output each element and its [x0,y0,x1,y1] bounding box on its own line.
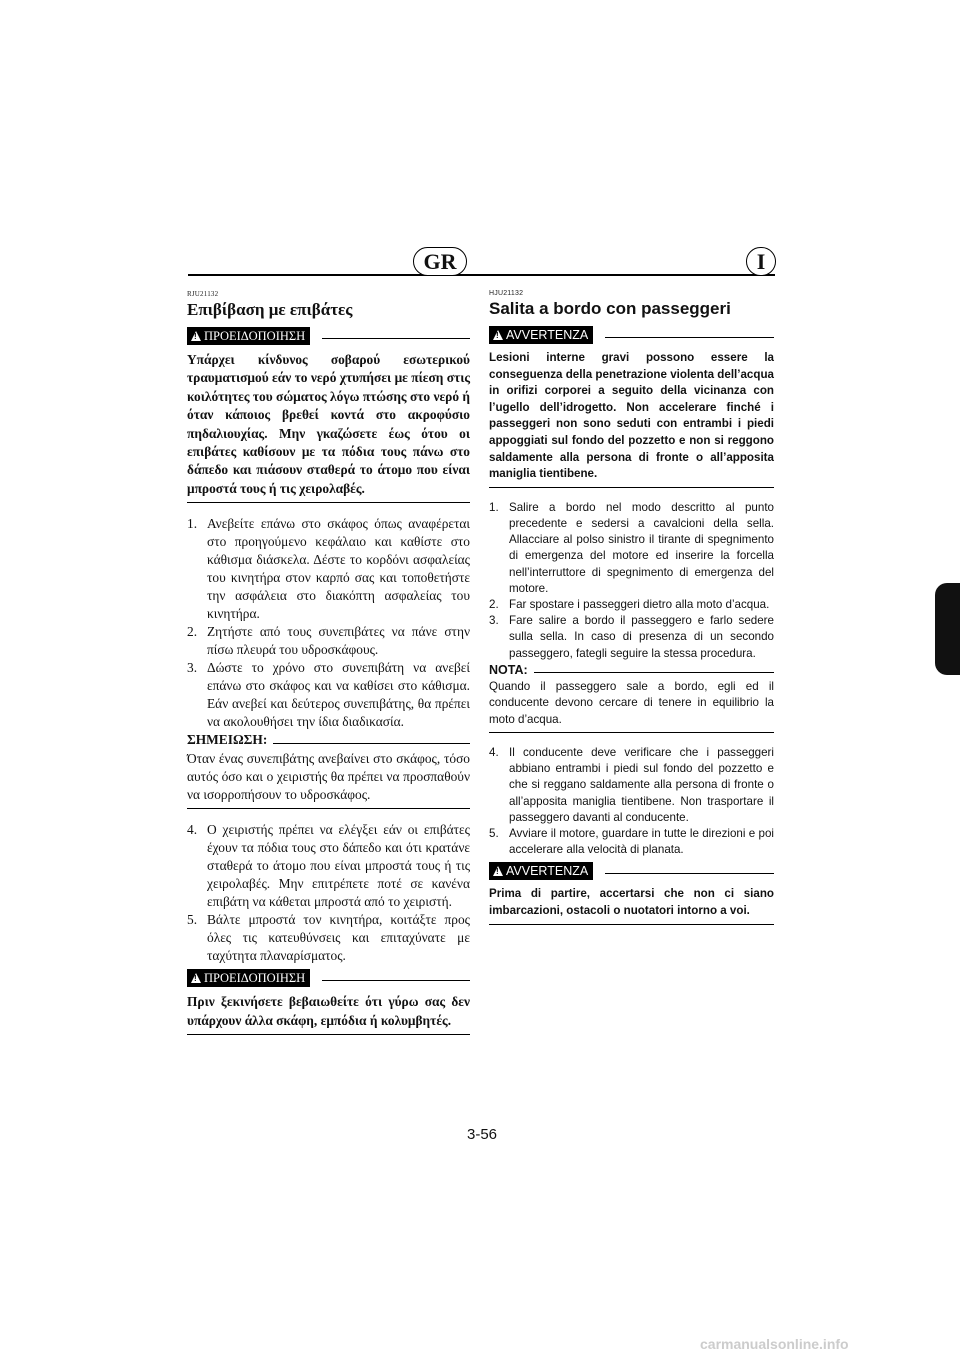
header-rule [188,274,775,276]
warning-text: Prima di partire, accertarsi che non ci siano imbarcazioni, ostacoli o nuotatori intorno a voi. [489,886,774,924]
watermark: carmanualsonline.info [700,1336,849,1352]
warning-header [187,969,470,987]
column-italian [489,290,774,925]
note-rule [534,672,774,673]
warning-rule [605,873,774,874]
warning-header [489,862,774,880]
note-rule [273,743,470,744]
warning-rule [605,337,774,338]
warning-text: Πριν ξεκινήσετε βεβαιωθείτε ότι γύρω σας δεν υπάρχουν άλλα σκάφη, εμπόδια ή κολυμβητές. [187,993,470,1035]
warning-icon [493,866,503,876]
language-badge-gr: GR [413,247,467,276]
warning-rule [322,338,470,339]
note-label: ΣΗΜΕΙΩΣΗ: [187,732,268,748]
note-text: Quando il passeggero sale a bordo, egli ed il conducente devono cercare di tenere in equilibrio la moto d’acqua. [489,679,774,733]
section-title: Salita a bordo con passeggeri [489,299,731,318]
steps-list [489,745,774,858]
warning-icon [493,330,503,340]
list-item: 1. Salire a bordo nel modo descritto al punto precedente e sedersi a cavalcioni della sella. Allacciare al polso sinistro il tirante di spegnimento di emergenza del motore ed inserire la forcella nell’interruttore di spegnimento di emergenza del motore. [489,500,774,595]
warning-badge [187,969,310,987]
page-number: 3-56 [466,1126,498,1143]
warning-header [187,327,470,345]
section-code: RJU21132 [187,290,219,298]
list-item: 2. Far spostare i passeggeri dietro alla moto d’acqua. [489,597,770,611]
warning-badge [187,327,310,345]
list-item: 4. Ο χειριστής πρέπει να ελέγξει εάν οι επιβάτες έχουν τα πόδια τους στο δάπεδο και ότι κρατάνε σταθερά το άτομο που είναι μπροστά τους ή τις χειρολαβές. Μην επιτρέπετε ποτέ σε κανένα επιβάτη να κάθεται μπροστά από το χειριστή. [187,822,470,910]
list-item: 3. Δώστε το χρόνο στο συνεπιβάτη να ανεβεί επάνω στο σκάφος και να καθίσει στο κάθισμα. Εάν ανεβεί και δεύτερος συνεπιβάτης, θα πρέπει να ακολουθήσει την ίδια διαδικασία. [187,660,470,730]
warning-label: ΠΡΟΕΙΔΟΠΟΙΗΣΗ [204,328,306,343]
warning-text: Υπάρχει κίνδυνος σοβαρού εσωτερικού τραυματισμού εάν το νερό χτυπήσει με πίεση στις κοιλότητες του σώματος λόγω πτώσης στο νερό ή όταν κάποιος βρεθεί κοντά στο ακροφύσιο πηδαλιουχίας. Μην γκαζώσετε έως ότου οι επιβάτες καθίσουν με τα πόδια τους πάνω στο δάπεδο και πιάσουν σταθερά το άτομο που είναι μπροστά τους ή τις χειρολαβές. [187,351,470,503]
warning-label: AVVERTENZA [506,328,589,342]
section-title: Επιβίβαση με επιβάτες [187,300,353,319]
column-greek [187,290,470,1035]
warning-icon [191,973,201,983]
warning-label: ΠΡΟΕΙΔΟΠΟΙΗΣΗ [204,970,306,985]
steps-list [489,500,774,662]
warning-label: AVVERTENZA [506,864,589,879]
note-label: NOTA: [489,662,528,677]
warning-text: Lesioni interne gravi possono essere la conseguenza della penetrazione violenta dell’acqua in orifizi corporei a seguito della vicinanza con l’ugello dell’idrogetto. Non accelerare finché i passeggeri non sono seduti con entrambi i piedi appoggiati sul fondo del pozzetto e non si reggono saldamente alla persona di fronte o all’apposita maniglia tientibene. [489,350,774,488]
section-code: HJU21132 [489,290,524,297]
section-tab [935,583,960,675]
language-badge-it: I [746,247,776,276]
list-item: 5. Βάλτε μπροστά τον κινητήρα, κοιτάξτε προς όλες τις κατευθύνσεις και επιταχύνατε με ταχύτητα πλαναρίσματος. [187,912,470,964]
note-text: Όταν ένας συνεπιβάτης ανεβαίνει στο σκάφος, τόσο αυτός όσο και ο χειριστής θα πρέπει να προσπαθούν να ισορροπήσουν το υδροσκάφος. [187,750,470,809]
warning-header [489,326,774,344]
list-item: 2. Ζητήστε από τους συνεπιβάτες να πάνε στην πίσω πλευρά του υδροσκάφους. [187,624,470,658]
steps-list [187,821,470,965]
warning-badge [489,326,593,344]
warning-badge [489,862,593,880]
note-header [489,663,774,677]
list-item: 3. Fare salire a bordo il passeggero e farlo sedere sulla sella. In caso di presenza di un secondo passeggero, fategli seguire la stessa procedura. [489,614,774,660]
list-item: 1. Ανεβείτε επάνω στο σκάφος όπως αναφέρεται στο προηγούμενο κεφάλαιο και καθίστε στο κάθισμα διάσκελα. Δέστε το κορδόνι ασφαλείας του κινητήρα στον καρπό σας και τοποθετήστε την ασφάλεια στο διακόπτη ασφαλείας του κινητήρα. [187,516,470,622]
list-item: 5. Avviare il motore, guardare in tutte le direzioni e poi accelerare alla velocità di planata. [489,827,774,857]
list-item: 4. Il conducente deve verificare che i passeggeri abbiano entrambi i piedi sul fondo del pozzetto e che si reggano saldamente alla persona di fronte o all’apposita maniglia tientibene. Non trasportare il passeggero davanti al conducente. [489,746,774,824]
steps-list [187,515,470,731]
warning-rule [322,980,470,981]
note-header [187,732,470,748]
warning-icon [191,331,201,341]
